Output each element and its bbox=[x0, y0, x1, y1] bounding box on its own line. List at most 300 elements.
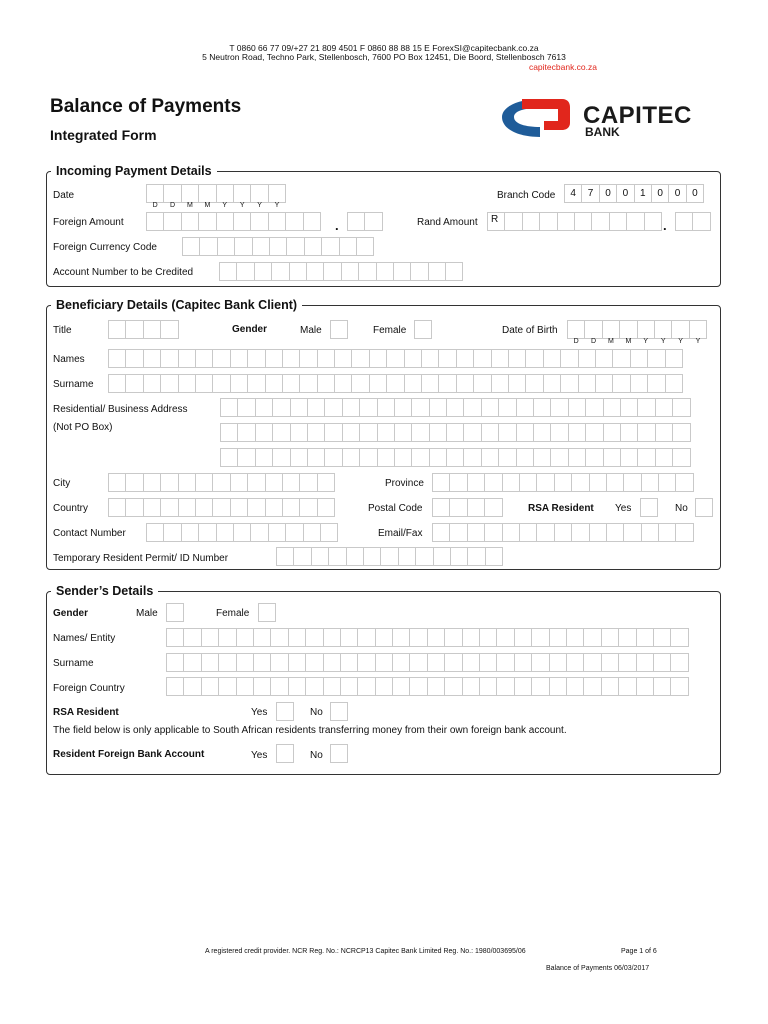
char-box[interactable] bbox=[554, 473, 572, 492]
char-box[interactable] bbox=[375, 628, 393, 647]
char-box[interactable] bbox=[641, 473, 659, 492]
char-box[interactable] bbox=[543, 349, 561, 368]
char-box[interactable] bbox=[692, 212, 710, 231]
char-box[interactable] bbox=[305, 628, 323, 647]
char-box[interactable] bbox=[303, 523, 321, 542]
char-box[interactable] bbox=[665, 374, 683, 393]
char-box[interactable] bbox=[347, 212, 365, 231]
address-line-2-input[interactable] bbox=[220, 423, 690, 442]
char-box[interactable] bbox=[364, 212, 382, 231]
char-box[interactable] bbox=[183, 628, 201, 647]
char-box[interactable] bbox=[429, 448, 447, 467]
char-box[interactable] bbox=[411, 448, 429, 467]
contact-number-input[interactable] bbox=[146, 523, 337, 542]
char-box[interactable] bbox=[356, 237, 374, 256]
char-box[interactable] bbox=[606, 523, 624, 542]
char-box[interactable] bbox=[636, 677, 654, 696]
char-box[interactable] bbox=[163, 184, 181, 203]
char-box[interactable] bbox=[340, 653, 358, 672]
char-box[interactable] bbox=[404, 349, 422, 368]
char-box[interactable] bbox=[125, 473, 143, 492]
char-box[interactable] bbox=[143, 349, 161, 368]
char-box[interactable] bbox=[272, 448, 290, 467]
sender-names-input[interactable] bbox=[166, 628, 688, 647]
address-line-3-input[interactable] bbox=[220, 448, 690, 467]
char-box[interactable] bbox=[230, 374, 248, 393]
char-box[interactable] bbox=[502, 473, 520, 492]
char-box[interactable] bbox=[125, 374, 143, 393]
char-box[interactable] bbox=[198, 212, 216, 231]
char-box[interactable] bbox=[125, 498, 143, 517]
char-box[interactable] bbox=[404, 374, 422, 393]
char-box[interactable] bbox=[392, 677, 410, 696]
char-box[interactable] bbox=[473, 349, 491, 368]
rand-amount-input[interactable] bbox=[487, 212, 661, 231]
char-box[interactable]: 0 bbox=[616, 184, 634, 203]
char-box[interactable] bbox=[533, 448, 551, 467]
surname-input[interactable] bbox=[108, 374, 682, 393]
char-box[interactable] bbox=[304, 237, 322, 256]
char-box[interactable] bbox=[299, 498, 317, 517]
char-box[interactable] bbox=[429, 423, 447, 442]
char-box[interactable] bbox=[363, 547, 381, 566]
char-box[interactable] bbox=[237, 423, 255, 442]
char-box[interactable] bbox=[514, 653, 532, 672]
char-box[interactable] bbox=[496, 677, 514, 696]
char-box[interactable] bbox=[269, 237, 287, 256]
char-box[interactable] bbox=[290, 398, 308, 417]
char-box[interactable] bbox=[369, 349, 387, 368]
rfba-no-checkbox[interactable] bbox=[330, 744, 348, 763]
char-box[interactable] bbox=[311, 547, 329, 566]
char-box[interactable] bbox=[143, 320, 161, 339]
date-input[interactable] bbox=[146, 184, 285, 203]
char-box[interactable] bbox=[146, 184, 164, 203]
char-box[interactable] bbox=[178, 498, 196, 517]
char-box[interactable] bbox=[357, 677, 375, 696]
char-box[interactable] bbox=[609, 212, 627, 231]
char-box[interactable] bbox=[236, 628, 254, 647]
sender-surname-input[interactable] bbox=[166, 653, 688, 672]
sender-rsa-yes-checkbox[interactable] bbox=[276, 702, 294, 721]
char-box[interactable] bbox=[467, 473, 485, 492]
char-box[interactable] bbox=[143, 473, 161, 492]
char-box[interactable] bbox=[218, 677, 236, 696]
char-box[interactable] bbox=[236, 262, 254, 281]
char-box[interactable] bbox=[272, 423, 290, 442]
char-box[interactable] bbox=[589, 523, 607, 542]
char-box[interactable] bbox=[533, 398, 551, 417]
char-box[interactable] bbox=[181, 212, 199, 231]
char-box[interactable] bbox=[637, 398, 655, 417]
char-box[interactable] bbox=[342, 398, 360, 417]
char-box[interactable] bbox=[496, 653, 514, 672]
rand-cents-input[interactable] bbox=[675, 212, 710, 231]
char-box[interactable] bbox=[341, 262, 359, 281]
char-box[interactable] bbox=[303, 212, 321, 231]
char-box[interactable] bbox=[498, 398, 516, 417]
char-box[interactable] bbox=[589, 473, 607, 492]
char-box[interactable] bbox=[392, 653, 410, 672]
char-box[interactable] bbox=[230, 349, 248, 368]
char-box[interactable] bbox=[533, 423, 551, 442]
char-box[interactable] bbox=[342, 423, 360, 442]
char-box[interactable] bbox=[531, 653, 549, 672]
char-box[interactable] bbox=[568, 398, 586, 417]
char-box[interactable] bbox=[578, 349, 596, 368]
branch-code-input[interactable] bbox=[564, 184, 703, 203]
char-box[interactable] bbox=[415, 547, 433, 566]
char-box[interactable] bbox=[250, 212, 268, 231]
char-box[interactable] bbox=[481, 398, 499, 417]
char-box[interactable] bbox=[421, 349, 439, 368]
char-box[interactable] bbox=[653, 677, 671, 696]
char-box[interactable] bbox=[181, 523, 199, 542]
char-box[interactable] bbox=[636, 628, 654, 647]
char-box[interactable] bbox=[276, 547, 294, 566]
char-box[interactable] bbox=[359, 448, 377, 467]
char-box[interactable] bbox=[369, 374, 387, 393]
char-box[interactable] bbox=[166, 653, 184, 672]
char-box[interactable] bbox=[375, 677, 393, 696]
char-box[interactable] bbox=[653, 628, 671, 647]
char-box[interactable] bbox=[411, 398, 429, 417]
char-box[interactable] bbox=[481, 448, 499, 467]
char-box[interactable] bbox=[595, 374, 613, 393]
char-box[interactable] bbox=[183, 677, 201, 696]
sender-country-input[interactable] bbox=[166, 677, 688, 696]
char-box[interactable] bbox=[166, 677, 184, 696]
char-box[interactable] bbox=[398, 547, 416, 566]
char-box[interactable] bbox=[516, 398, 534, 417]
country-input[interactable] bbox=[108, 498, 334, 517]
char-box[interactable] bbox=[323, 653, 341, 672]
char-box[interactable] bbox=[432, 498, 450, 517]
char-box[interactable] bbox=[549, 653, 567, 672]
foreign-amount-input[interactable] bbox=[146, 212, 320, 231]
char-box[interactable] bbox=[351, 349, 369, 368]
char-box[interactable] bbox=[324, 398, 342, 417]
char-box[interactable] bbox=[252, 237, 270, 256]
char-box[interactable] bbox=[288, 677, 306, 696]
char-box[interactable] bbox=[491, 374, 509, 393]
char-box[interactable] bbox=[672, 448, 690, 467]
char-box[interactable] bbox=[233, 184, 251, 203]
char-box[interactable] bbox=[108, 473, 126, 492]
char-box[interactable] bbox=[603, 448, 621, 467]
char-box[interactable] bbox=[108, 349, 126, 368]
char-box[interactable] bbox=[160, 320, 178, 339]
char-box[interactable] bbox=[410, 262, 428, 281]
char-box[interactable] bbox=[496, 628, 514, 647]
char-box[interactable] bbox=[216, 212, 234, 231]
char-box[interactable] bbox=[182, 237, 200, 256]
char-box[interactable] bbox=[247, 498, 265, 517]
char-box[interactable] bbox=[554, 523, 572, 542]
char-box[interactable] bbox=[525, 374, 543, 393]
char-box[interactable] bbox=[183, 653, 201, 672]
char-box[interactable] bbox=[392, 628, 410, 647]
char-box[interactable] bbox=[306, 262, 324, 281]
char-box[interactable] bbox=[619, 320, 637, 339]
char-box[interactable] bbox=[479, 628, 497, 647]
char-box[interactable] bbox=[641, 523, 659, 542]
char-box[interactable] bbox=[339, 237, 357, 256]
char-box[interactable] bbox=[578, 374, 596, 393]
sender-female-checkbox[interactable] bbox=[258, 603, 276, 622]
account-number-input[interactable] bbox=[219, 262, 462, 281]
char-box[interactable] bbox=[445, 262, 463, 281]
char-box[interactable] bbox=[285, 212, 303, 231]
char-box[interactable] bbox=[409, 653, 427, 672]
char-box[interactable] bbox=[250, 523, 268, 542]
char-box[interactable] bbox=[195, 473, 213, 492]
char-box[interactable] bbox=[288, 628, 306, 647]
char-box[interactable] bbox=[603, 423, 621, 442]
char-box[interactable] bbox=[438, 374, 456, 393]
char-box[interactable] bbox=[393, 262, 411, 281]
char-box[interactable] bbox=[427, 628, 445, 647]
char-box[interactable]: 0 bbox=[651, 184, 669, 203]
char-box[interactable]: 0 bbox=[599, 184, 617, 203]
char-box[interactable] bbox=[516, 423, 534, 442]
char-box[interactable] bbox=[446, 398, 464, 417]
char-box[interactable]: 0 bbox=[686, 184, 704, 203]
char-box[interactable] bbox=[637, 320, 655, 339]
char-box[interactable] bbox=[658, 473, 676, 492]
char-box[interactable] bbox=[644, 212, 662, 231]
char-box[interactable] bbox=[630, 349, 648, 368]
char-box[interactable] bbox=[601, 677, 619, 696]
dob-input[interactable] bbox=[567, 320, 706, 339]
char-box[interactable] bbox=[508, 349, 526, 368]
char-box[interactable] bbox=[623, 523, 641, 542]
char-box[interactable] bbox=[568, 423, 586, 442]
char-box[interactable] bbox=[307, 398, 325, 417]
char-box[interactable] bbox=[346, 547, 364, 566]
char-box[interactable] bbox=[655, 423, 673, 442]
char-box[interactable] bbox=[603, 398, 621, 417]
char-box[interactable] bbox=[195, 498, 213, 517]
char-box[interactable] bbox=[394, 448, 412, 467]
char-box[interactable] bbox=[324, 423, 342, 442]
char-box[interactable]: 0 bbox=[668, 184, 686, 203]
char-box[interactable] bbox=[566, 677, 584, 696]
char-box[interactable] bbox=[550, 423, 568, 442]
email-fax-input[interactable] bbox=[432, 523, 693, 542]
char-box[interactable] bbox=[658, 523, 676, 542]
char-box[interactable] bbox=[254, 262, 272, 281]
char-box[interactable] bbox=[321, 237, 339, 256]
char-box[interactable] bbox=[288, 653, 306, 672]
char-box[interactable] bbox=[212, 498, 230, 517]
char-box[interactable] bbox=[618, 653, 636, 672]
char-box[interactable] bbox=[220, 398, 238, 417]
char-box[interactable] bbox=[255, 398, 273, 417]
char-box[interactable] bbox=[446, 423, 464, 442]
char-box[interactable] bbox=[428, 262, 446, 281]
postal-code-input[interactable] bbox=[432, 498, 502, 517]
char-box[interactable] bbox=[620, 398, 638, 417]
char-box[interactable] bbox=[427, 677, 445, 696]
char-box[interactable] bbox=[320, 523, 338, 542]
char-box[interactable] bbox=[218, 628, 236, 647]
char-box[interactable] bbox=[386, 374, 404, 393]
char-box[interactable] bbox=[201, 628, 219, 647]
char-box[interactable] bbox=[286, 237, 304, 256]
char-box[interactable] bbox=[429, 398, 447, 417]
char-box[interactable] bbox=[484, 498, 502, 517]
char-box[interactable] bbox=[282, 374, 300, 393]
char-box[interactable] bbox=[571, 473, 589, 492]
char-box[interactable] bbox=[358, 262, 376, 281]
char-box[interactable] bbox=[247, 349, 265, 368]
char-box[interactable] bbox=[219, 262, 237, 281]
char-box[interactable] bbox=[265, 498, 283, 517]
char-box[interactable] bbox=[293, 547, 311, 566]
char-box[interactable] bbox=[467, 547, 485, 566]
char-box[interactable] bbox=[665, 349, 683, 368]
char-box[interactable] bbox=[359, 398, 377, 417]
char-box[interactable] bbox=[571, 523, 589, 542]
char-box[interactable] bbox=[234, 237, 252, 256]
char-box[interactable] bbox=[637, 423, 655, 442]
char-box[interactable] bbox=[282, 349, 300, 368]
char-box[interactable] bbox=[567, 320, 585, 339]
char-box[interactable] bbox=[285, 523, 303, 542]
char-box[interactable] bbox=[270, 653, 288, 672]
char-box[interactable] bbox=[463, 448, 481, 467]
char-box[interactable] bbox=[620, 448, 638, 467]
char-box[interactable] bbox=[566, 628, 584, 647]
char-box[interactable] bbox=[271, 262, 289, 281]
char-box[interactable] bbox=[456, 349, 474, 368]
char-box[interactable] bbox=[290, 448, 308, 467]
char-box[interactable] bbox=[485, 547, 503, 566]
char-box[interactable] bbox=[146, 212, 164, 231]
char-box[interactable] bbox=[146, 523, 164, 542]
char-box[interactable] bbox=[433, 547, 451, 566]
char-box[interactable] bbox=[323, 628, 341, 647]
char-box[interactable] bbox=[198, 523, 216, 542]
char-box[interactable] bbox=[560, 374, 578, 393]
char-box[interactable] bbox=[236, 677, 254, 696]
char-box[interactable] bbox=[516, 448, 534, 467]
char-box[interactable] bbox=[601, 653, 619, 672]
sender-rsa-no-checkbox[interactable] bbox=[330, 702, 348, 721]
char-box[interactable] bbox=[178, 473, 196, 492]
char-box[interactable] bbox=[268, 212, 286, 231]
char-box[interactable] bbox=[212, 374, 230, 393]
char-box[interactable] bbox=[514, 677, 532, 696]
char-box[interactable] bbox=[504, 212, 522, 231]
char-box[interactable] bbox=[612, 374, 630, 393]
char-box[interactable] bbox=[585, 448, 603, 467]
char-box[interactable] bbox=[307, 423, 325, 442]
char-box[interactable] bbox=[449, 498, 467, 517]
char-box[interactable] bbox=[265, 349, 283, 368]
char-box[interactable] bbox=[479, 653, 497, 672]
char-box[interactable] bbox=[380, 547, 398, 566]
char-box[interactable] bbox=[253, 628, 271, 647]
char-box[interactable] bbox=[498, 423, 516, 442]
char-box[interactable] bbox=[265, 473, 283, 492]
char-box[interactable] bbox=[143, 374, 161, 393]
char-box[interactable] bbox=[198, 184, 216, 203]
char-box[interactable] bbox=[125, 320, 143, 339]
char-box[interactable] bbox=[236, 653, 254, 672]
char-box[interactable] bbox=[216, 523, 234, 542]
char-box[interactable] bbox=[166, 628, 184, 647]
char-box[interactable] bbox=[282, 498, 300, 517]
rfba-yes-checkbox[interactable] bbox=[276, 744, 294, 763]
char-box[interactable] bbox=[409, 628, 427, 647]
char-box[interactable] bbox=[550, 398, 568, 417]
char-box[interactable] bbox=[328, 547, 346, 566]
char-box[interactable] bbox=[467, 498, 485, 517]
char-box[interactable] bbox=[655, 448, 673, 467]
char-box[interactable] bbox=[247, 374, 265, 393]
char-box[interactable] bbox=[255, 448, 273, 467]
char-box[interactable] bbox=[125, 349, 143, 368]
char-box[interactable] bbox=[270, 677, 288, 696]
char-box[interactable] bbox=[462, 628, 480, 647]
char-box[interactable] bbox=[427, 653, 445, 672]
foreign-cents-input[interactable] bbox=[347, 212, 382, 231]
char-box[interactable] bbox=[479, 677, 497, 696]
char-box[interactable] bbox=[481, 423, 499, 442]
char-box[interactable] bbox=[317, 349, 335, 368]
char-box[interactable] bbox=[647, 374, 665, 393]
char-box[interactable] bbox=[178, 349, 196, 368]
char-box[interactable] bbox=[299, 349, 317, 368]
char-box[interactable] bbox=[566, 653, 584, 672]
char-box[interactable] bbox=[444, 677, 462, 696]
char-box[interactable] bbox=[282, 473, 300, 492]
char-box[interactable] bbox=[655, 398, 673, 417]
title-input[interactable] bbox=[108, 320, 178, 339]
char-box[interactable] bbox=[377, 423, 395, 442]
char-box[interactable] bbox=[299, 374, 317, 393]
char-box[interactable] bbox=[675, 523, 693, 542]
char-box[interactable] bbox=[290, 423, 308, 442]
char-box[interactable] bbox=[549, 677, 567, 696]
char-box[interactable] bbox=[160, 498, 178, 517]
char-box[interactable] bbox=[178, 374, 196, 393]
char-box[interactable] bbox=[519, 523, 537, 542]
char-box[interactable] bbox=[272, 398, 290, 417]
char-box[interactable] bbox=[591, 212, 609, 231]
char-box[interactable] bbox=[498, 448, 516, 467]
char-box[interactable] bbox=[216, 184, 234, 203]
char-box[interactable] bbox=[163, 212, 181, 231]
char-box[interactable] bbox=[671, 320, 689, 339]
char-box[interactable] bbox=[446, 448, 464, 467]
char-box[interactable] bbox=[585, 398, 603, 417]
char-box[interactable] bbox=[317, 473, 335, 492]
char-box[interactable] bbox=[268, 523, 286, 542]
char-box[interactable] bbox=[218, 653, 236, 672]
char-box[interactable] bbox=[689, 320, 707, 339]
char-box[interactable] bbox=[670, 628, 688, 647]
char-box[interactable] bbox=[201, 677, 219, 696]
char-box[interactable] bbox=[550, 448, 568, 467]
char-box[interactable] bbox=[539, 212, 557, 231]
char-box[interactable] bbox=[675, 212, 693, 231]
char-box[interactable] bbox=[376, 262, 394, 281]
char-box[interactable] bbox=[647, 349, 665, 368]
char-box[interactable] bbox=[268, 184, 286, 203]
